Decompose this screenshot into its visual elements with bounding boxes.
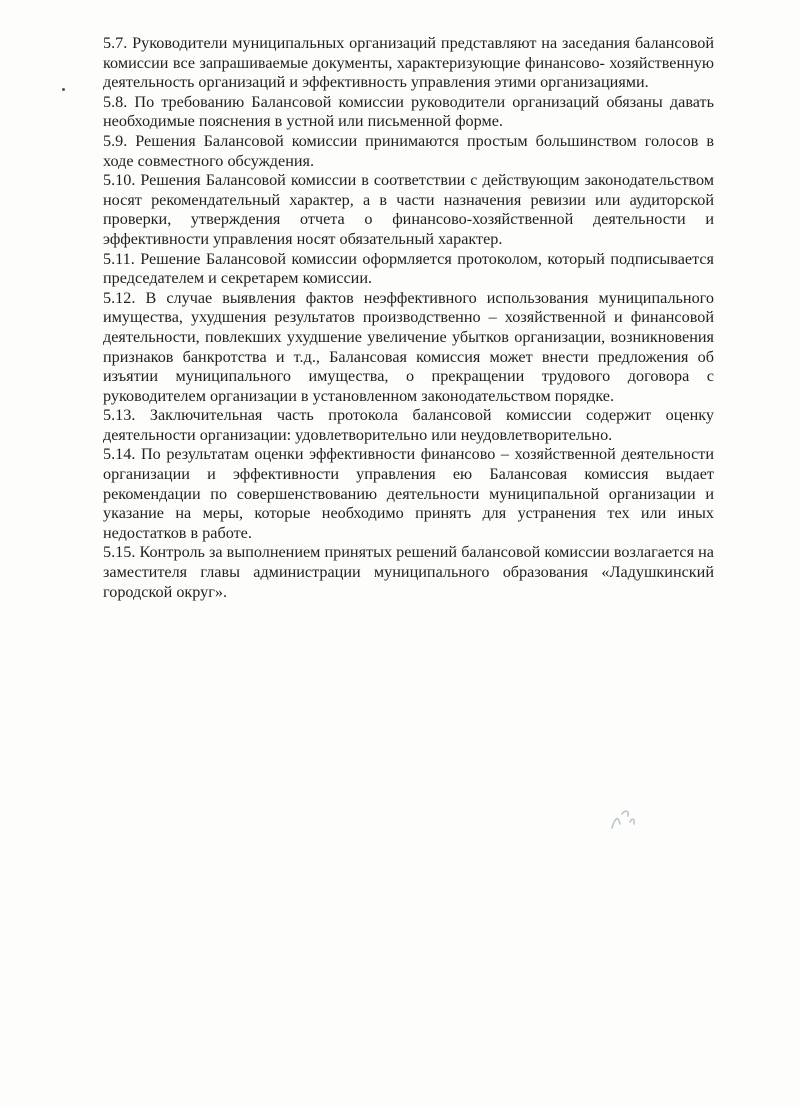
paragraph-5-10: 5.10. Решения Балансовой комиссии в соответствии с действующим законодательством носят рекомендательный характер, а в части назначения ревизии или аудиторской проверки, утверждения отчета о финансово-хозяйственной деятельности и эффективности управления носят обязательный характер. <box>103 171 714 248</box>
paragraph-5-13: 5.13. Заключительная часть протокола балансовой комиссии содержит оценку деятельности организации: удовлетворительно или неудовлетворительно. <box>103 406 714 444</box>
paragraph-5-8: 5.8. По требованию Балансовой комиссии руководители организаций обязаны давать необходимые пояснения в устной или письменной форме. <box>103 92 714 131</box>
paragraph-5-9: 5.9. Решения Балансовой комиссии принимаются простым большинством голосов в ходе совместного обсуждения. <box>103 131 714 170</box>
paragraph-5-7: 5.7. Руководители муниципальных организаций представляют на заседания балансовой комиссии все запрашиваемые документы, характеризующие финансово- хозяйственную деятельность организаций и эффективность управления этими организациями. <box>103 34 714 92</box>
faint-stamp-mark <box>608 806 638 832</box>
paragraph-5-14: 5.14. По результатам оценки эффективности финансово – хозяйственной деятельности организации и эффективности управления ею Балансовая комиссия выдает рекомендации по совершенствованию деятельности муниципальной организации и указание на меры, которые необходимо принять для устранения тех или иных недостатков в работе. <box>103 445 714 542</box>
scan-speck <box>62 88 65 91</box>
paragraph-5-11: 5.11. Решение Балансовой комиссии оформляется протоколом, который подписывается председателем и секретарем комиссии. <box>103 249 714 288</box>
document-body <box>103 34 714 602</box>
paragraph-5-12: 5.12. В случае выявления фактов неэффективного использования муниципального имущества, ухудшения результатов производственно – хозяйственной и финансовой деятельности, повлекших ухудшение увеличение убытков организации, возникновения признаков банкротства и т.д., Балансовая комиссия может внести предложения об изъятии муниципального имущества, о прекращении трудового договора с руководителем организации в установленном законодательством порядке. <box>103 288 714 405</box>
paragraph-5-15: 5.15. Контроль за выполнением принятых решений балансовой комиссии возлагается на заместителя главы администрации муниципального образования «Ладушкинский городской округ». <box>103 543 714 601</box>
